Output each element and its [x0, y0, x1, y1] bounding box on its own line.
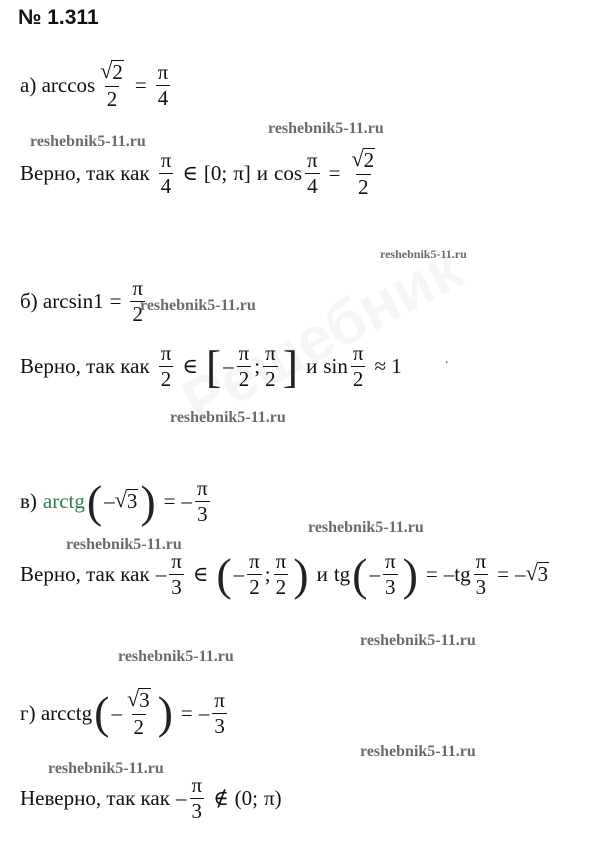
part-v-label: в)	[20, 489, 37, 513]
watermark: reshebnik5-11.ru	[48, 760, 164, 777]
part-a-label: а) arccos	[20, 72, 96, 97]
part-b-label: б) arcsin1	[20, 289, 104, 313]
part-g-statement: г) arcctg ( – √ 3 2 ) = – $\frac{\pi}{3}$	[20, 686, 225, 740]
ghost-watermark	[171, 233, 473, 439]
part-g-reason: Неверно, так как – $\frac{\pi}{3}$ ∉ ( 0; π )	[20, 773, 282, 823]
arctg-function: arctg	[42, 489, 85, 513]
fraction-sqrt2-over-2: √ 2 2	[100, 58, 123, 112]
watermark: reshebnik5-11.ru	[140, 297, 256, 314]
part-g-label: г) arcctg	[20, 700, 93, 725]
watermark: reshebnik5-11.ru	[268, 120, 384, 137]
part-a-reason: Верно, так как $\frac{\pi}{4}$ ∈ [ 0; π ] и cos $\frac{\pi}{4}$ = √ 2 2	[20, 146, 375, 200]
part-b-reason: Верно, так как $\frac{\pi}{2}$ ∈ [ – $\frac{\pi}{2}$ ; $\frac{\pi}{2}$ ] и sin $\frac{\pi}{2}$ ≈ 1	[20, 340, 402, 392]
watermark: reshebnik5-11.ru	[308, 519, 424, 536]
part-v-statement: в) arctg ( – √ 3 ) = – $\frac{\pi}{3}$	[20, 475, 208, 527]
fraction-pi-over-4: $\frac{\pi}{4}$	[157, 59, 169, 110]
part-b-statement: б) arcsin1 = $\frac{\pi}{2}$	[20, 276, 144, 326]
watermark: reshebnik5-11.ru	[66, 536, 182, 553]
watermark: reshebnik5-11.ru	[360, 632, 476, 649]
stray-dot: .	[445, 352, 449, 367]
watermark: reshebnik5-11.ru	[118, 648, 234, 665]
watermark: reshebnik5-11.ru	[360, 743, 476, 760]
watermark: reshebnik5-11.ru	[170, 409, 286, 426]
part-v-reason: Верно, так как – $\frac{\pi}{3}$ ∈ ( – $\frac{\pi}{2}$ ; $\frac{\pi}{2}$ ) и tg ( – $\frac{\pi}{3}$ ) = –tg $\frac{\pi}{3}$ = – √ 3	[20, 548, 549, 600]
problem-number: № 1.311	[18, 6, 99, 29]
watermark: reshebnik5-11.ru	[30, 133, 146, 150]
watermark: reshebnik5-11.ru	[380, 247, 467, 261]
part-a-statement: а) arccos √ 2 2 = $\frac{\pi}{4}$	[20, 58, 169, 112]
